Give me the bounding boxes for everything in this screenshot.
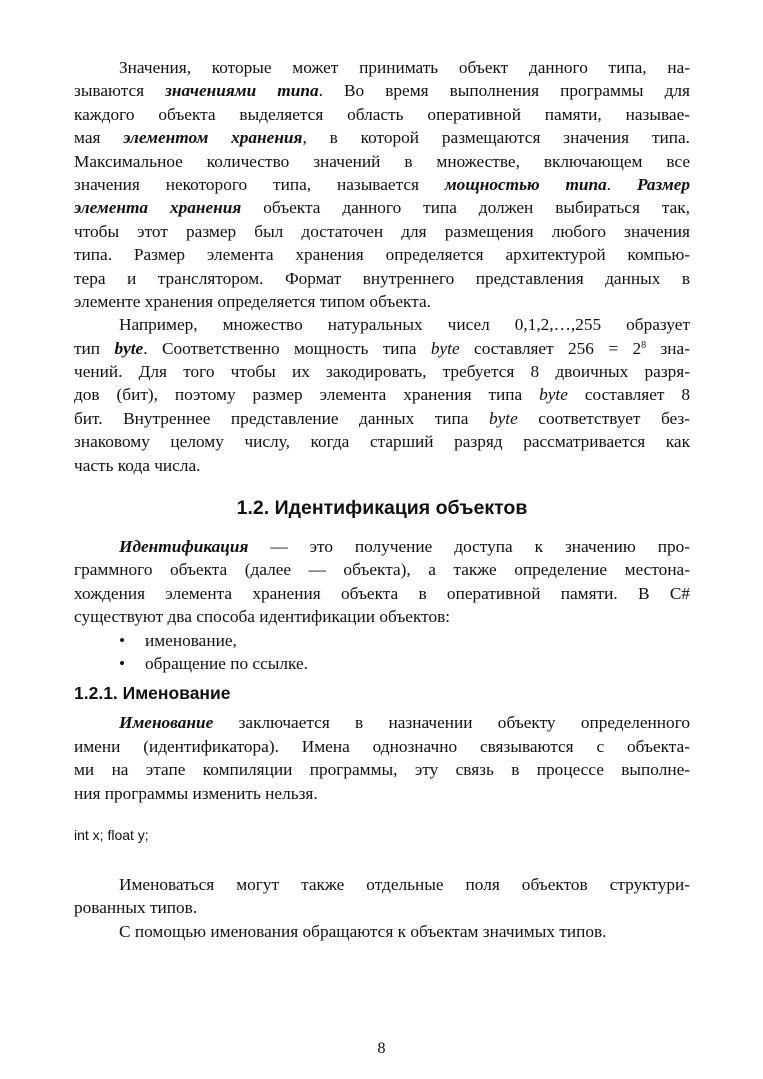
text-line: ми на этапе компиляции программы, эту связь в процессе выполне- bbox=[74, 760, 690, 780]
section-heading: 1.2. Идентификация объектов bbox=[236, 497, 528, 520]
text-line: имени (идентификатора). Имена однозначно связываются с объекта- bbox=[74, 736, 690, 756]
text-line: существуют два способа идентификации объектов: bbox=[74, 607, 451, 627]
text-line: Именоваться могут также отдельные поля объектов структури- bbox=[119, 874, 690, 894]
text-line: элемента хранения объекта данного типа должен выбираться так, bbox=[74, 198, 690, 218]
bullet-list bbox=[74, 629, 690, 676]
bullet-icon: • bbox=[119, 653, 126, 673]
text-line: рованных типов. bbox=[74, 898, 198, 918]
list-item: • обращение по ссылке. bbox=[74, 652, 690, 675]
text-line: зываются значениями типа. Во время выполнения программы для bbox=[74, 81, 690, 101]
text-line: Именование заключается в назначении объекту определенного bbox=[119, 713, 690, 733]
term-type-cardinality: мощностью типа bbox=[444, 174, 607, 194]
text-line: тера и транслятором. Формат внутреннего представления данных в bbox=[74, 268, 690, 288]
paragraph-value-types bbox=[74, 56, 690, 313]
text-line: тип byte. Соответственно мощность типа byte составляет $256 = 2^8$ зна- bbox=[74, 338, 690, 358]
text-line: часть кода числа. bbox=[74, 455, 201, 475]
paragraph-value-types-naming bbox=[74, 920, 690, 943]
term-size: Размер bbox=[637, 174, 690, 194]
text-line: бит. Внутреннее представление данных типа byte соответствует без- bbox=[74, 408, 690, 428]
subsection-heading: 1.2.1. Именование bbox=[74, 683, 231, 704]
text-line: Значения, которые может принимать объект данного типа, на- bbox=[119, 58, 690, 77]
term-identification: Идентификация bbox=[119, 537, 249, 557]
text-line: значения некоторого типа, называется мощностью типа. Размер bbox=[74, 174, 690, 194]
text-line: каждого объекта выделяется область оперативной памяти, называе- bbox=[74, 104, 690, 124]
page-content bbox=[74, 56, 690, 943]
paragraph-naming bbox=[74, 711, 690, 805]
bullet-icon: • bbox=[119, 630, 126, 650]
paragraph-structured-fields bbox=[74, 873, 690, 920]
text-line: граммного объекта (далее — объекта), а также определение местона- bbox=[74, 560, 690, 580]
exponent: 8 bbox=[641, 339, 647, 351]
page-number: 8 bbox=[377, 1040, 386, 1057]
text-line: чений. Для того чтобы их закодировать, требуется 8 двоичных разря- bbox=[74, 362, 690, 382]
term-naming: Именование bbox=[119, 713, 214, 733]
text-line: мая элементом хранения, в которой размещаются значения типа. bbox=[74, 128, 691, 148]
term-storage-element: элементом хранения bbox=[123, 128, 303, 148]
text-line: Идентификация — это получение доступа к значению про- bbox=[119, 537, 690, 557]
text-line: дов (бит), поэтому размер элемента хранения типа byte составляет 8 bbox=[74, 385, 690, 405]
text-line: знаковому целому числу, когда старший разряд рассматривается как bbox=[74, 432, 690, 452]
term-values-of-type: значениями типа bbox=[165, 81, 319, 101]
text-line: элементе хранения определяется типом объекта. bbox=[74, 291, 431, 311]
code-example: int x; float y; bbox=[74, 826, 149, 843]
text-line: чтобы этот размер был достаточен для размещения любого значения bbox=[74, 221, 690, 241]
list-item: • именование, bbox=[74, 629, 690, 652]
text-line: типа. Размер элемента хранения определяется архитектурой компью- bbox=[74, 245, 690, 265]
text-line: Максимальное количество значений в множестве, включающем все bbox=[74, 151, 690, 171]
text-line: ния программы изменить нельзя. bbox=[74, 783, 318, 803]
paragraph-identification bbox=[74, 535, 690, 629]
text-line: хождения элемента хранения объекта в оперативной памяти. В C# bbox=[74, 583, 690, 603]
paragraph-byte-example bbox=[74, 313, 690, 477]
term-storage-element-2: элемента хранения bbox=[74, 198, 242, 218]
text-line: С помощью именования обращаются к объектам значимых типов. bbox=[119, 921, 607, 941]
text-line: Например, множество натуральных чисел 0,1,2,…,255 образует bbox=[119, 315, 690, 335]
